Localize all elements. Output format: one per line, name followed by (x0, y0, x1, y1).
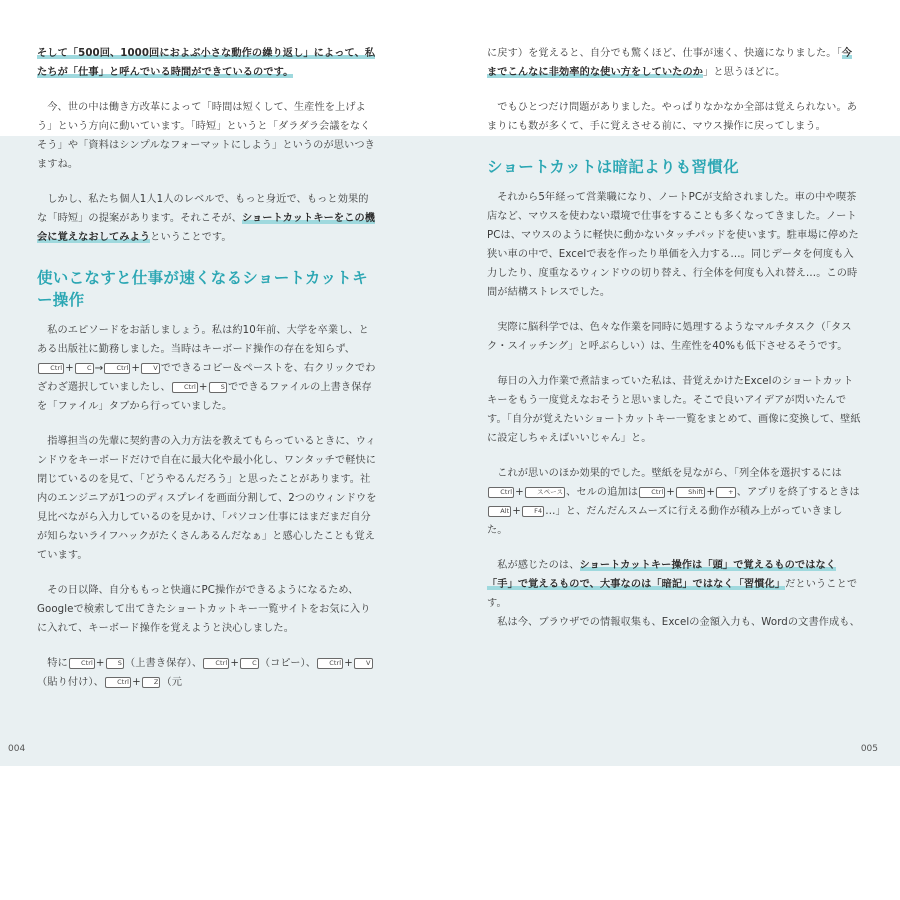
left-paragraph-6: その日以降、自分ももっと快適にPC操作ができるようになるため、Googleで検索して出てきたショートカットキー一覧サイトをお気に入りに入れて、キーボード操作を覚えようと決心しました。 (37, 585, 371, 634)
left-paragraph-1 (37, 44, 377, 82)
text-span: 」と、だんだんスムーズに行える動作が積み上がっていきました。 (487, 506, 843, 536)
page-number-right: 005 (860, 744, 878, 754)
key-ctrl: Ctrl (172, 382, 198, 393)
section-heading-shortcut-keys: 使いこなすと仕事が速くなるショートカットキー操作 (37, 269, 368, 309)
text-span: 、アプリを終了するときは (736, 487, 860, 498)
right-paragraph-1 (487, 44, 861, 82)
left-paragraph-4 (37, 321, 377, 416)
key-ctrl: Ctrl (317, 658, 343, 669)
key-space: スペース (525, 487, 565, 498)
text-span: に戻す）を覚えると、自分でも驚くほど、仕事が速く、快適になりました。「 (487, 48, 842, 59)
arrow-sign: → (94, 363, 104, 374)
plus-sign: + (515, 487, 524, 498)
key-ctrl: Ctrl (639, 487, 665, 498)
key-plus: + (716, 487, 736, 498)
text-span: だということです。 (487, 579, 858, 609)
key-ctrl: Ctrl (69, 658, 95, 669)
text-span: でできるファイルの上書き保存を「ファイル」タブから行っていました。 (37, 382, 372, 412)
left-paragraph-7 (37, 654, 377, 692)
text-span: 、セルの追加は (566, 487, 639, 498)
plus-sign: + (230, 658, 239, 669)
highlight-text: 今までこんなに非効率的な使い方をしていたのか (487, 48, 853, 78)
right-paragraph-6 (487, 464, 861, 540)
key-ctrl: Ctrl (104, 363, 130, 374)
key-c: C (240, 658, 259, 669)
key-ctrl: Ctrl (105, 677, 131, 688)
key-alt: Alt (488, 506, 511, 517)
right-paragraph-4: 実際に脳科学では、色々な作業を同時に処理するようなマルチタスク（「タスク・スイッチング」と呼ぶらしい）は、生産性を40%も低下させるそうです。 (487, 322, 852, 352)
key-ctrl: Ctrl (488, 487, 514, 498)
right-paragraph-2: でもひとつだけ問題がありました。やっぱりなかなか全部は覚えられない。あまりにも数が多くて、手に覚えさせる前に、マウス操作に戻ってしまう。 (487, 102, 858, 132)
plus-sign: + (95, 658, 105, 669)
key-f4: F4 (522, 506, 544, 517)
left-paragraph-2: 今、世の中は働き方改革によって「時間は短くして、生産性を上げよう」という方向に動いています。「時短」というと「ダラダラ会議をなくそう」や「資料はシンプルなフォーマットにしよう」というのが思いつきますね。 (37, 102, 375, 170)
key-ctrl: Ctrl (203, 658, 229, 669)
text-span: （貼り付け）、 (37, 677, 104, 688)
text-span: 特に (47, 658, 68, 669)
text-span: （元 (161, 677, 183, 688)
text-span: しかし、私たち個人1人1人のレベルで、もっと身近で、もっと効果的な「時短」の提案があります。それこそが、 (37, 194, 369, 224)
key-v: V (141, 363, 160, 374)
plus-sign: + (65, 363, 74, 374)
text-span: 」と思うほどに。 (703, 67, 786, 78)
right-paragraph-5: 毎日の入力作業で煮詰まっていた私は、昔覚えかけたExcelのショートカットキーをもう一度覚えなおそうと思いました。そこで良いアイデアが閃いたんです。「自分が覚えたいショートカットキー一覧をまとめて、画像に変換して、壁紙に設定しちゃえばいいじゃん」と。 (487, 376, 861, 444)
highlight-text: そして「500回、1000回におよぶ小さな動作の繰り返し」によって、私たちが「仕事」と呼んでいる時間ができているのです。 (37, 48, 376, 78)
key-v: V (354, 658, 373, 669)
key-ctrl: Ctrl (38, 363, 64, 374)
plus-sign: + (666, 487, 675, 498)
text-span: 私が感じたのは、 (497, 560, 580, 571)
key-s: S (106, 658, 124, 669)
plus-sign: + (344, 658, 353, 669)
text-span: でできるコピー＆ペーストを、右クリックでわざわざ選択していましたし、 (37, 363, 376, 393)
left-page (37, 44, 377, 708)
key-c: C (75, 363, 94, 374)
plus-sign: + (512, 506, 521, 517)
left-paragraph-3 (37, 190, 377, 247)
key-z: Z (142, 677, 161, 688)
plus-sign: + (131, 363, 141, 374)
key-shift: Shift (676, 487, 705, 498)
highlight-text: ショートカットキー操作は「頭」で覚えるものではなく「手」で覚えるもので、大事なのは「暗記」ではなく「習慣化」 (487, 560, 837, 590)
right-paragraph-8: 私は今、ブラウザでの情報収集も、Excelの金額入力も、Wordの文書作成も、 (497, 617, 860, 628)
key-s: S (209, 382, 227, 393)
section-heading-habit: ショートカットは暗記よりも習慣化 (487, 158, 739, 176)
text-span: 私のエピソードをお話しましょう。私は約10年前、大学を卒業し、とある出版社に勤務しました。当時はキーボード操作の存在を知らず、 (37, 325, 369, 355)
text-span: これが思いのほか効果的でした。壁紙を見ながら、「列全体を選択するには (497, 468, 842, 479)
right-page (487, 44, 861, 648)
text-span: （コピー）、 (259, 658, 317, 669)
ellipsis-sign: … (545, 506, 556, 517)
right-paragraph-3: それから5年経って営業職になり、ノートPCが支給されました。車の中や喫茶店など、マウスを使わない環境で仕事をすることも多くなってきました。ノートPCは、マウスのように軽快に動かないタッチパッドを使います。駐車場に停めた狭い車の中で、Excelで表を作ったり単価を入力する…。同じデータを何度も入力したり、度重なるウィンドウの切り替え、行全体を何度も入れ替え…。この時間が結構ストレスでした。 (487, 192, 859, 298)
plus-sign: + (198, 382, 208, 393)
right-paragraph-7 (487, 556, 861, 613)
highlight-text: ショートカットキーをこの機会に覚えなおしてみよう (37, 213, 376, 243)
text-span: ということです。 (150, 232, 232, 243)
plus-sign: + (132, 677, 141, 688)
left-paragraph-5: 指導担当の先輩に契約書の入力方法を教えてもらっているときに、ウィンドウをキーボードだけで自在に最大化や最小化し、ワンタッチで軽快に閉じているのを見て、「どうやるんだろう」と思ったことがあります。社内のエンジニアが1つのディスプレイを画面分割して、2つのウィンドウを見比べながら入力しているのを見かけ、「パソコン仕事にはまだまだ自分が知らないライフハックがたくさんあるんだなぁ」と感心したことも覚えています。 (37, 436, 377, 561)
text-span: （上書き保存）、 (124, 658, 203, 669)
plus-sign: + (706, 487, 715, 498)
page-number-left: 004 (8, 744, 26, 754)
